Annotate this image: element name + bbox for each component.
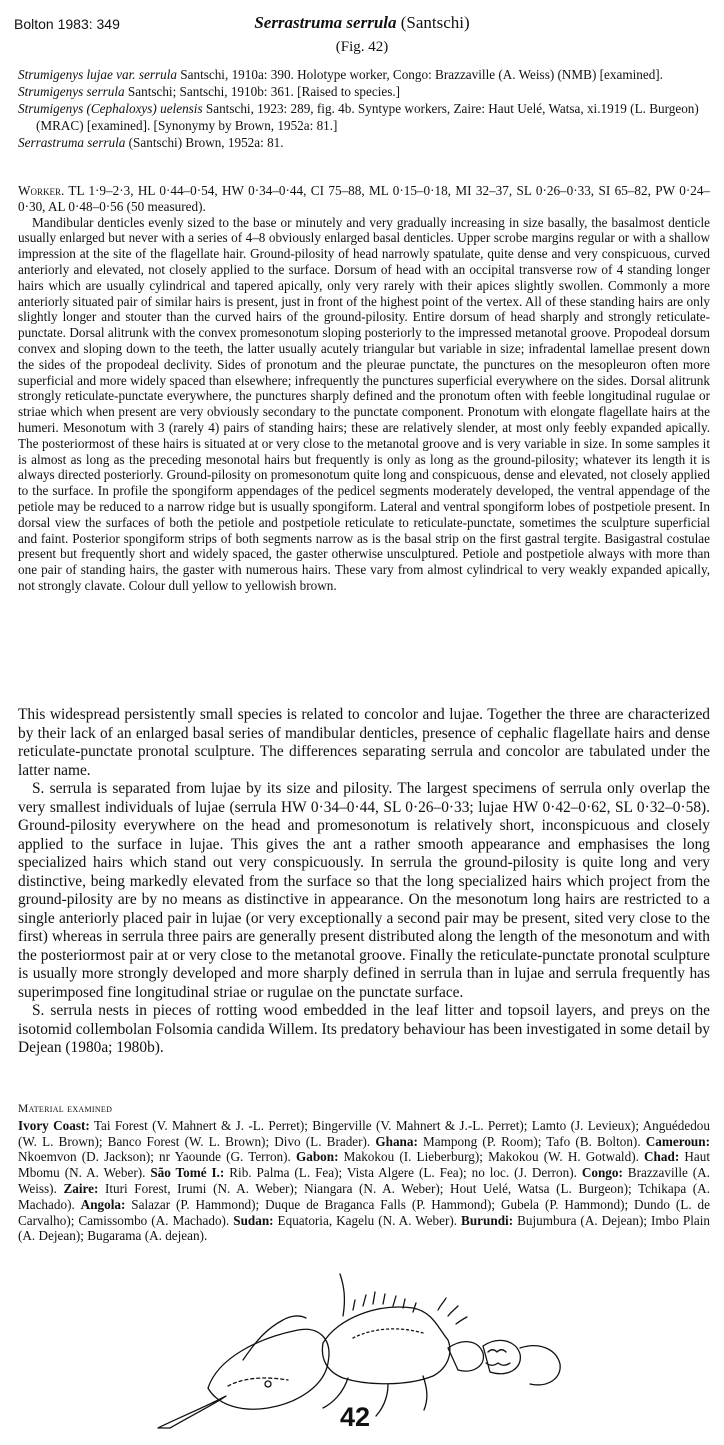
- localities: Tai Forest (V. Mahnert & J. -L. Perret); Bingerville (V. Mahnert & J.-L. Perret); Lamto (J. Levieux); Anguédedou (W. L. Brown); Banco Forest (W. L. Brown); Divo (L. Brader).: [18, 1117, 710, 1149]
- species-name: Serrastruma serrula: [254, 13, 397, 32]
- flagellate-hair: [340, 1274, 344, 1316]
- country-name: Cameroun:: [645, 1133, 710, 1149]
- worker-description-text: Mandibular denticles evenly sized to the base or minutely and very gradually increasing in size basally, the basalmost denticle usually enlarged but never with a series of 4–8 obviously enlarged basal denticles. Upper scrobe margins regular or with a shallow impression at the site of the flagellate hair. Ground-pilosity of head narrowly spatulate, quite dense and very conspicuous, curved anteriorly and elevated, not closely applied to the surface. Dorsum of head with an occipital transverse row of 4 standing longer hairs which are usually cylindrical and tapered apically, only very rarely with their apices slightly swollen. Commonly a more anteriorly situated pair of similar hairs is present, just in front of the highest point of the vertex. All of these standing hairs are only slightly longer and stouter than the curved hairs of the ground-pilosity. Entire dorsum of head sharply and strongly reticulate-punctate. Dorsal alitrunk with the convex promesonotum sloping posteriorly to the impressed metanotal groove. Propodeal dorsum convex and sloping down to the teeth, the latter usually acutely triangular but variable in size; infradental lamellae present down the sides of the propodeal declivity. Sides of pronotum and the pleurae punctate, the punctures on the mesopleuron often more superficial and more widely spaced than elsewhere; infrequently the punctures superficial everywhere on the sides. Dorsal alitrunk strongly reticulate-punctate everywhere, the punctures sharply defined and the pronotum often with feeble longitudinal rugulae or striae which when present are very obviously secondary to the punctate component. Pronotum with elongate flagellate hairs at the humeri. Mesonotum with 3 (rarely 4) pairs of standing hairs; these are relatively slender, at most only feebly expanded apically. The posteriormost of these hairs is situated at or very close to the metanotal groove and is very variable in size. In some samples it is almost as long as the preceding mesonotal hairs but frequently is only as long as the ground-pilosity; whatever its length it is always directed posteriorly. Ground-pilosity on promesonotum quite long and conspicuous, dense and elevated, not closely applied to the surface. In profile the spongiform appendages of the pedicel segments moderately developed, the ventral appendage of the petiole may be reduced to a narrow ridge but is usually spongiform. Lateral and ventral spongiform lobes of postpetiole present. In dorsal view the surfaces of both the petiole and postpetiole reticulate to reticulate-punctate, sometimes the sculpture superficial and faint. Posterior spongiform strips of both segments narrow as is the basal strip on the first gastral tergite. Basigastral costulae present but frequently short and widely spaced, the gaster otherwise unsculptured. Petiole and postpetiole always with more than one pair of standing hairs, the gaster with numerous hairs. These vary from almost cylindrical to very weakly expanded apically, not strongly clavate. Colour dull yellow to yellowish brown.: [18, 214, 710, 593]
- antenna-outline: [243, 1316, 306, 1360]
- synonymy-text: Santschi; Santschi, 1910b: 361. [Raised to species.]: [127, 84, 401, 99]
- mandible-outline: [158, 1396, 226, 1428]
- synonymy-text: Santschi, 1923: 289, fig. 4b. Syntype workers, Zaire: Haut Uelé, Watsa, xi.1919 (L. Burgeon) (MRAC) [examined]. [Synonymy by Brown, 1952a: 81.]: [36, 101, 699, 133]
- figure-reference: (Fig. 42): [335, 39, 389, 55]
- worker-measurements: TL 1·9–2·3, HL 0·44–0·54, HW 0·34–0·44, CI 75–88, ML 0·15–0·18, MI 32–37, SL 0·26–0·33, SI 65–82, PW 0·24–0·30, AL 0·48–0·56 (50 measured).: [18, 183, 711, 214]
- material-entry: [150, 1165, 582, 1180]
- country-name: Sudan:: [233, 1212, 274, 1228]
- localities: Ituri Forest, Irumi (N. A. Weber); Niangara (N. A. Weber); Hout Uelé, Watsa (L. Burgeon); Tchikapa (A. Machado).: [18, 1180, 710, 1212]
- page-reference: Bolton 1983: 349: [14, 16, 120, 32]
- localities: Salazar (P. Hammond); Duque de Braganca Falls (P. Hammond); Gubela (P. Hammond); Dundo (L. de Carvalho); Camissombo (A. Machado).: [18, 1196, 710, 1228]
- country-name: Congo:: [581, 1165, 623, 1181]
- taxon-name: Strumigenys lujae var. serrula: [18, 67, 177, 82]
- country-name: Burundi:: [461, 1212, 514, 1228]
- discussion: [18, 706, 710, 1058]
- petiole-outline: [448, 1342, 483, 1371]
- material-entry: [296, 1149, 644, 1164]
- localities: Bujumbura (A. Dejean); Imbo Plain (A. Dejean); Bugarama (A. dejean).: [18, 1212, 710, 1244]
- discussion-paragraph: S. serrula nests in pieces of rotting wood embedded in the leaf litter and topsoil layers, and preys on the isotomid collembolan Folsomia candida Willem. Its predatory behaviour has been investigated in some detail by Dejean (1980a; 1980b).: [18, 1002, 710, 1056]
- localities: Rib. Palma (L. Fea); Vista Algere (L. Fea); no loc. (J. Derron).: [224, 1165, 582, 1181]
- synonymy-entry: [18, 134, 710, 151]
- worker-description: [18, 183, 710, 594]
- postpetiole-outline: [483, 1340, 520, 1373]
- taxon-name: Serrastruma serrula: [18, 135, 126, 150]
- taxon-name: Strumigenys (Cephaloxys) uelensis: [18, 101, 203, 116]
- localities: Makokou (I. Lieberburg); Makokou (W. H. Gotwald).: [338, 1149, 645, 1165]
- localities: Nkoemvon (D. Jackson); nr Yaounde (G. Terron).: [18, 1149, 296, 1165]
- localities: Mampong (P. Room); Tafo (B. Bolton).: [417, 1133, 646, 1149]
- discussion-paragraph: S. serrula is separated from lujae by its size and pilosity. The largest specimens of serrula only overlap the very smallest individuals of lujae (serrula HW 0·34–0·44, SL 0·26–0·33; lujae HW 0·42–0·62, SL 0·32–0·58). Ground-pilosity everywhere on the head and promesonotum is relatively short, inconspicuous and closely applied to the surface in lujae. This gives the ant a rather smooth appearance and emphasises the long specialized hairs which stand out very conspicuously. In serrula the ground-pilosity is quite long and very distinctive, being markedly elevated from the surface so that the long specialized hairs which project from the ground-pilosity are by no means as distinctive in appearance. On the mesonotum long hairs are restricted to a single anteriorly placed pair in lujae (or very exceptionally a second pair may be present, sited very close to the first) whereas in serrula three pairs are generally present distributed along the length of the mesonotum and with the posteriormost pair at or very close to the metanotal groove. Finally the reticulate-punctate pronotal sculpture is usually more strongly developed and more sharply defined in serrula than in lujae and serrula frequently has superimposed fine longitudinal striae or rugulae on the punctate surface.: [18, 780, 710, 1001]
- country-name: Zaire:: [63, 1180, 99, 1196]
- discussion-paragraph: This widespread persistently small species is related to concolor and lujae. Together the three are characterized by their lack of an enlarged basal series of mandibular denticles, presence of cephalic flagellate hairs and dense reticulate-punctate pronotal sculpture. The differences separating serrula and concolor are tabulated under the latter name.: [18, 706, 710, 779]
- worker-heading: Worker.: [18, 183, 65, 198]
- figure-number: 42: [340, 1402, 371, 1432]
- material-list: [18, 1118, 710, 1244]
- head-outline: [208, 1329, 329, 1409]
- country-name: Chad:: [644, 1149, 680, 1165]
- species-author: (Santschi): [400, 13, 470, 32]
- gaster-outline: [520, 1346, 560, 1385]
- country-name: Gabon:: [295, 1149, 339, 1165]
- synonymy-list: [18, 66, 710, 151]
- synonymy-text: (Santschi) Brown, 1952a: 81.: [128, 135, 284, 150]
- synonymy-entry: [18, 100, 710, 134]
- country-name: Ivory Coast:: [18, 1117, 90, 1133]
- localities: Equatoria, Kagelu (N. A. Weber).: [273, 1212, 462, 1228]
- material-entry: [375, 1134, 645, 1149]
- localities: Haut Mbomu (N. A. Weber).: [18, 1149, 710, 1181]
- material-entry: [233, 1213, 461, 1228]
- synonymy-text: Santschi, 1910a: 390. Holotype worker, Congo: Brazzaville (A. Weiss) (NMB) [examined].: [180, 67, 663, 82]
- synonymy-entry: [18, 83, 710, 100]
- material-examined: [18, 1102, 710, 1244]
- synonymy-entry: [18, 66, 710, 83]
- country-name: Ghana:: [375, 1133, 418, 1149]
- country-name: São Tomé I.:: [150, 1165, 225, 1181]
- material-heading: Material examined: [18, 1103, 113, 1115]
- worker-measurements-paragraph: [18, 183, 710, 215]
- species-title: [0, 13, 724, 33]
- localities: Brazzaville (A. Weiss).: [18, 1165, 710, 1196]
- country-name: Angola:: [80, 1196, 126, 1212]
- taxon-name: Strumigenys serrula: [18, 84, 125, 99]
- alitrunk-outline: [322, 1307, 449, 1384]
